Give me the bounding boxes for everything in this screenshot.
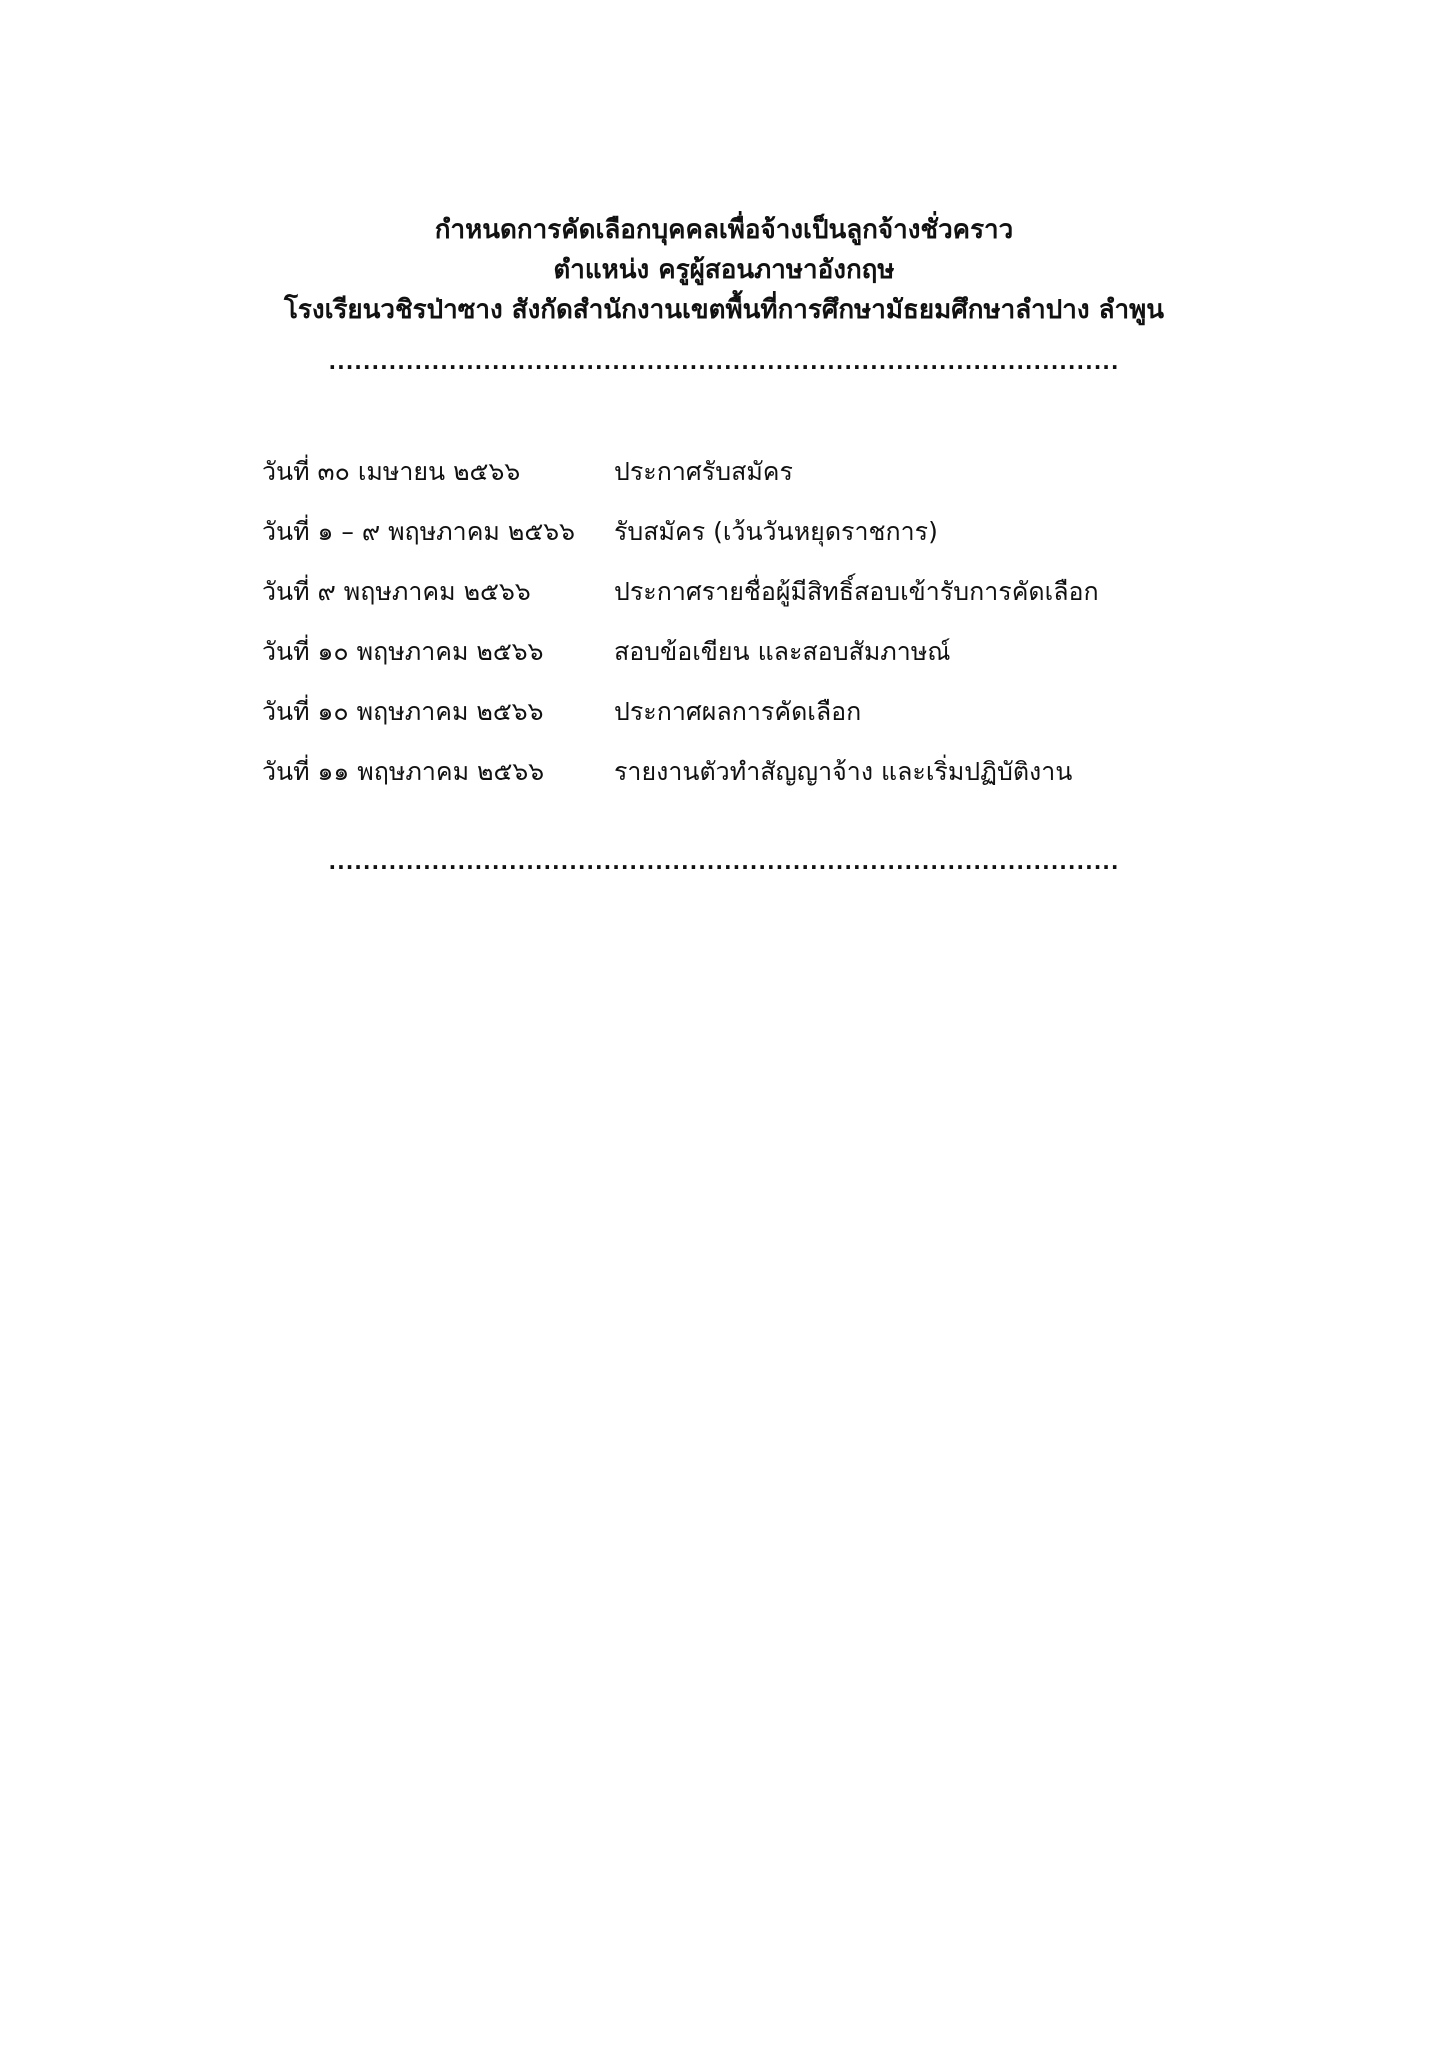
schedule-date: วันที่ ๓๐ เมษายน ๒๕๖๖ <box>262 457 521 486</box>
schedule-row <box>262 622 1262 682</box>
schedule-event: ประกาศรับสมัคร <box>614 457 793 486</box>
schedule-event: รายงานตัวทำสัญญาจ้าง และเริ่มปฏิบัติงาน <box>614 757 1073 786</box>
schedule-event: สอบข้อเขียน และสอบสัมภาษณ์ <box>614 637 951 666</box>
schedule-date: วันที่ ๑๑ พฤษภาคม ๒๕๖๖ <box>262 757 545 786</box>
schedule-date: วันที่ ๙ พฤษภาคม ๒๕๖๖ <box>262 577 531 606</box>
footer-separator: ............................................................................................ <box>328 850 1120 874</box>
schedule-row <box>262 442 1262 502</box>
schedule-event: รับสมัคร (เว้นวันหยุดราชการ) <box>614 517 938 546</box>
schedule-event: ประกาศผลการคัดเลือก <box>614 697 862 726</box>
schedule-event: ประกาศรายชื่อผู้มีสิทธิ์สอบเข้ารับการคัดเลือก <box>614 577 1099 606</box>
schedule-row <box>262 682 1262 742</box>
schedule-list <box>262 442 1262 802</box>
header-school: โรงเรียนวชิรป่าซาง สังกัดสำนักงานเขตพื้นที่การศึกษามัธยมศึกษาลำปาง ลำพูน <box>283 295 1165 325</box>
schedule-date: วันที่ ๑๐ พฤษภาคม ๒๕๖๖ <box>262 637 544 666</box>
schedule-row <box>262 562 1262 622</box>
schedule-row <box>262 502 1262 562</box>
header-separator: ............................................................................................ <box>328 350 1120 374</box>
schedule-row <box>262 742 1262 802</box>
schedule-date: วันที่ ๑ – ๙ พฤษภาคม ๒๕๖๖ <box>262 517 575 546</box>
header-position: ตำแหน่ง ครูผู้สอนภาษาอังกฤษ <box>553 255 895 285</box>
header-title: กำหนดการคัดเลือกบุคคลเพื่อจ้างเป็นลูกจ้างชั่วคราว <box>434 215 1014 245</box>
schedule-date: วันที่ ๑๐ พฤษภาคม ๒๕๖๖ <box>262 697 544 726</box>
document-header <box>0 210 1448 330</box>
